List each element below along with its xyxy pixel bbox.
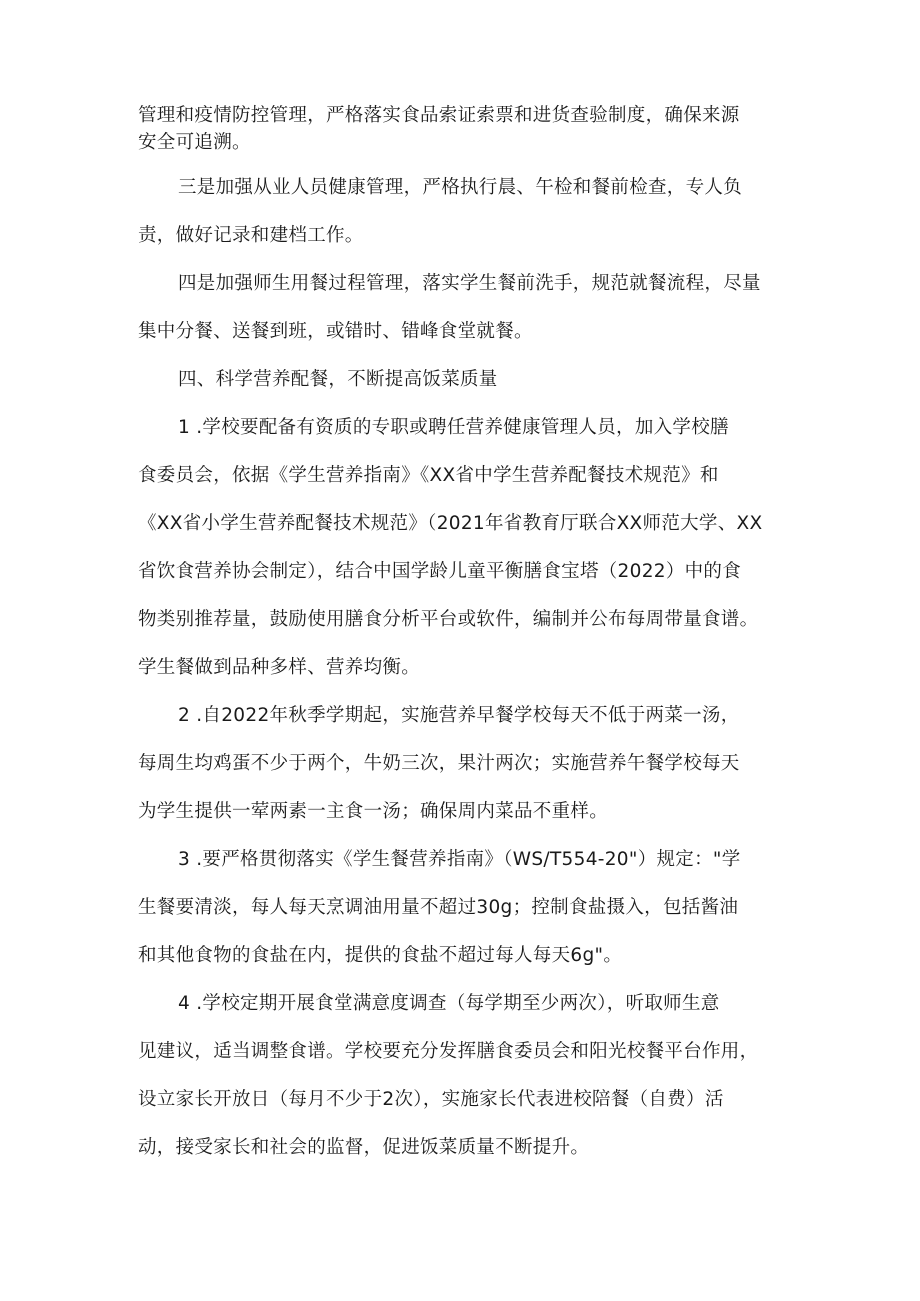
text-line: 见建议，适当调整食谱。学校要充分发挥膳食委员会和阳光校餐平台作用， [138, 1041, 759, 1062]
text-line: 2 .自2022年秋季学期起，实施营养早餐学校每天不低于两菜一汤， [178, 705, 740, 726]
text-line: 食委员会，依据《学生营养指南》《XX省中学生营养配餐技术规范》和 [138, 465, 719, 486]
text-line: 每周生均鸡蛋不少于两个，牛奶三次，果汁两次；实施营养午餐学校每天 [138, 753, 740, 774]
text-line: 3 .要严格贯彻落实《学生餐营养指南》（WS/T554-20"）规定："学 [178, 849, 741, 870]
text-line: 四是加强师生用餐过程管理，落实学生餐前洗手，规范就餐流程，尽量 [178, 273, 761, 294]
text-line: 动，接受家长和社会的监督，促进饭菜质量不断提升。 [138, 1137, 590, 1158]
text-line: 设立家长开放日（每月不少于2次），实施家长代表进校陪餐（自费）活 [138, 1089, 724, 1110]
text-line: 集中分餐、送餐到班，或错时、错峰食堂就餐。 [138, 321, 533, 342]
text-line: 1 .学校要配备有资质的专职或聘任营养健康管理人员，加入学校膳 [178, 417, 729, 438]
text-line: 物类别推荐量，鼓励使用膳食分析平台或软件，编制并公布每周带量食谱。 [138, 609, 759, 630]
text-line: 4 .学校定期开展食堂满意度调查（每学期至少两次），听取师生意 [178, 993, 720, 1014]
text-line: 学生餐做到品种多样、营养均衡。 [138, 657, 421, 678]
text-line: 责，做好记录和建档工作。 [138, 225, 364, 246]
text-line: 为学生提供一荤两素一主食一汤；确保周内菜品不重样。 [138, 801, 609, 822]
text-line: 三是加强从业人员健康管理，严格执行晨、午检和餐前检查，专人负 [178, 177, 743, 198]
text-line: 省饮食营养协会制定），结合中国学龄儿童平衡膳食宝塔（2022）中的食 [138, 561, 742, 582]
text-line: 和其他食物的食盐在内，提供的食盐不超过每人每天6g"。 [138, 945, 623, 966]
text-line: 安全可追溯。 [138, 132, 251, 153]
text-line: 《XX省小学生营养配餐技术规范》（2021年省教育厅联合XX师范大学、XX [138, 513, 763, 534]
text-line: 管理和疫情防控管理，严格落实食品索证索票和进货查验制度，确保来源 [138, 105, 740, 126]
section-heading: 四、科学营养配餐，不断提高饭菜质量 [178, 369, 498, 390]
text-line: 生餐要清淡，每人每天烹调油用量不超过30g；控制食盐摄入，包括酱油 [138, 897, 739, 918]
